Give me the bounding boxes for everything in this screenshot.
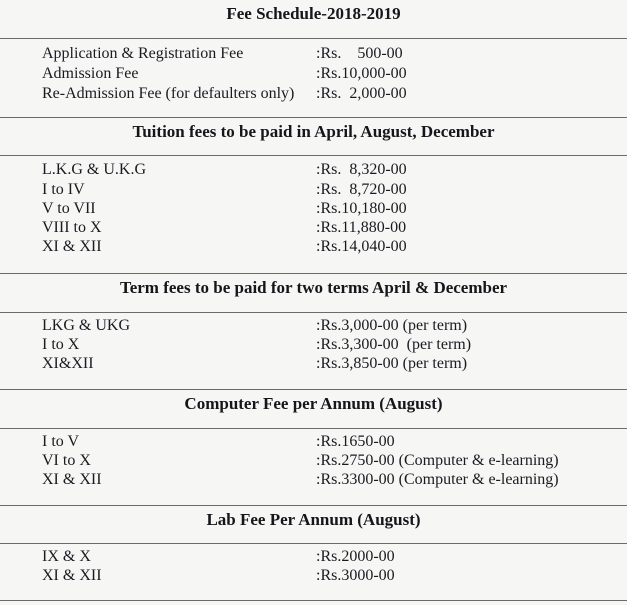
row-value: :Rs.1650-00 (316, 433, 395, 450)
table-row (0, 218, 627, 237)
table-row (0, 316, 627, 335)
tuition-fees-heading: Tuition fees to be paid in April, August, December (132, 122, 495, 141)
row-label: I to IV (42, 181, 85, 198)
row-label: Re-Admission Fee (for defaulters only) (42, 85, 295, 102)
row-value: :Rs. 8,720-00 (316, 181, 407, 198)
row-value: :Rs.11,880-00 (316, 219, 407, 236)
row-label: I to V (42, 433, 80, 450)
divider (0, 543, 627, 544)
table-row (0, 354, 627, 373)
row-value: :Rs. 8,320-00 (316, 161, 407, 178)
row-label: XI & XII (42, 471, 102, 488)
row-value: :Rs.2750-00 (Computer & e-learning) (316, 452, 559, 469)
row-value: :Rs. 2,000-00 (316, 85, 407, 102)
row-label: Application & Registration Fee (42, 45, 244, 62)
row-value: :Rs.3,300-00 (per term) (316, 336, 472, 353)
lab-fee-heading: Lab Fee Per Annum (August) (206, 510, 421, 529)
row-label: XI & XII (42, 238, 102, 255)
table-row (0, 199, 627, 218)
row-value: :Rs.3000-00 (316, 567, 395, 584)
divider (0, 273, 627, 274)
table-row (0, 44, 627, 63)
table-row (0, 64, 627, 83)
table-row (0, 180, 627, 199)
row-value: :Rs.10,000-00 (316, 65, 407, 82)
divider (0, 505, 627, 506)
row-value: :Rs.14,040-00 (316, 238, 407, 255)
row-value: :Rs.3300-00 (Computer & e-learning) (316, 471, 559, 488)
table-row (0, 84, 627, 103)
row-label: IX & X (42, 548, 91, 565)
row-value: :Rs.3,000-00 (per term) (316, 317, 468, 334)
row-label: L.K.G & U.K.G (42, 161, 146, 178)
fee-schedule-heading: Fee Schedule-2018-2019 (226, 4, 401, 23)
table-row (0, 547, 627, 566)
divider (0, 428, 627, 429)
computer-fee-heading: Computer Fee per Annum (August) (184, 394, 443, 413)
divider (0, 312, 627, 313)
row-value: :Rs.3,850-00 (per term) (316, 355, 468, 372)
divider (0, 155, 627, 156)
term-fees-heading: Term fees to be paid for two terms April & December (119, 278, 508, 297)
row-value: :Rs.10,180-00 (316, 200, 407, 217)
row-label: V to VII (42, 200, 96, 217)
row-label: I to X (42, 336, 80, 353)
table-row (0, 432, 627, 451)
table-row (0, 335, 627, 354)
table-row (0, 451, 627, 470)
row-value: :Rs.2000-00 (316, 548, 395, 565)
row-label: LKG & UKG (42, 317, 130, 334)
table-row (0, 160, 627, 179)
row-label: XI & XII (42, 567, 102, 584)
row-label: XI&XII (42, 355, 94, 372)
row-value: :Rs. 500-00 (316, 45, 403, 62)
row-label: Admission Fee (42, 65, 139, 82)
table-row (0, 237, 627, 256)
divider (0, 389, 627, 390)
divider (0, 117, 627, 118)
divider (0, 38, 627, 39)
divider (0, 600, 627, 601)
table-row (0, 566, 627, 585)
row-label: VIII to X (42, 219, 102, 236)
row-label: VI to X (42, 452, 91, 469)
table-row (0, 470, 627, 489)
